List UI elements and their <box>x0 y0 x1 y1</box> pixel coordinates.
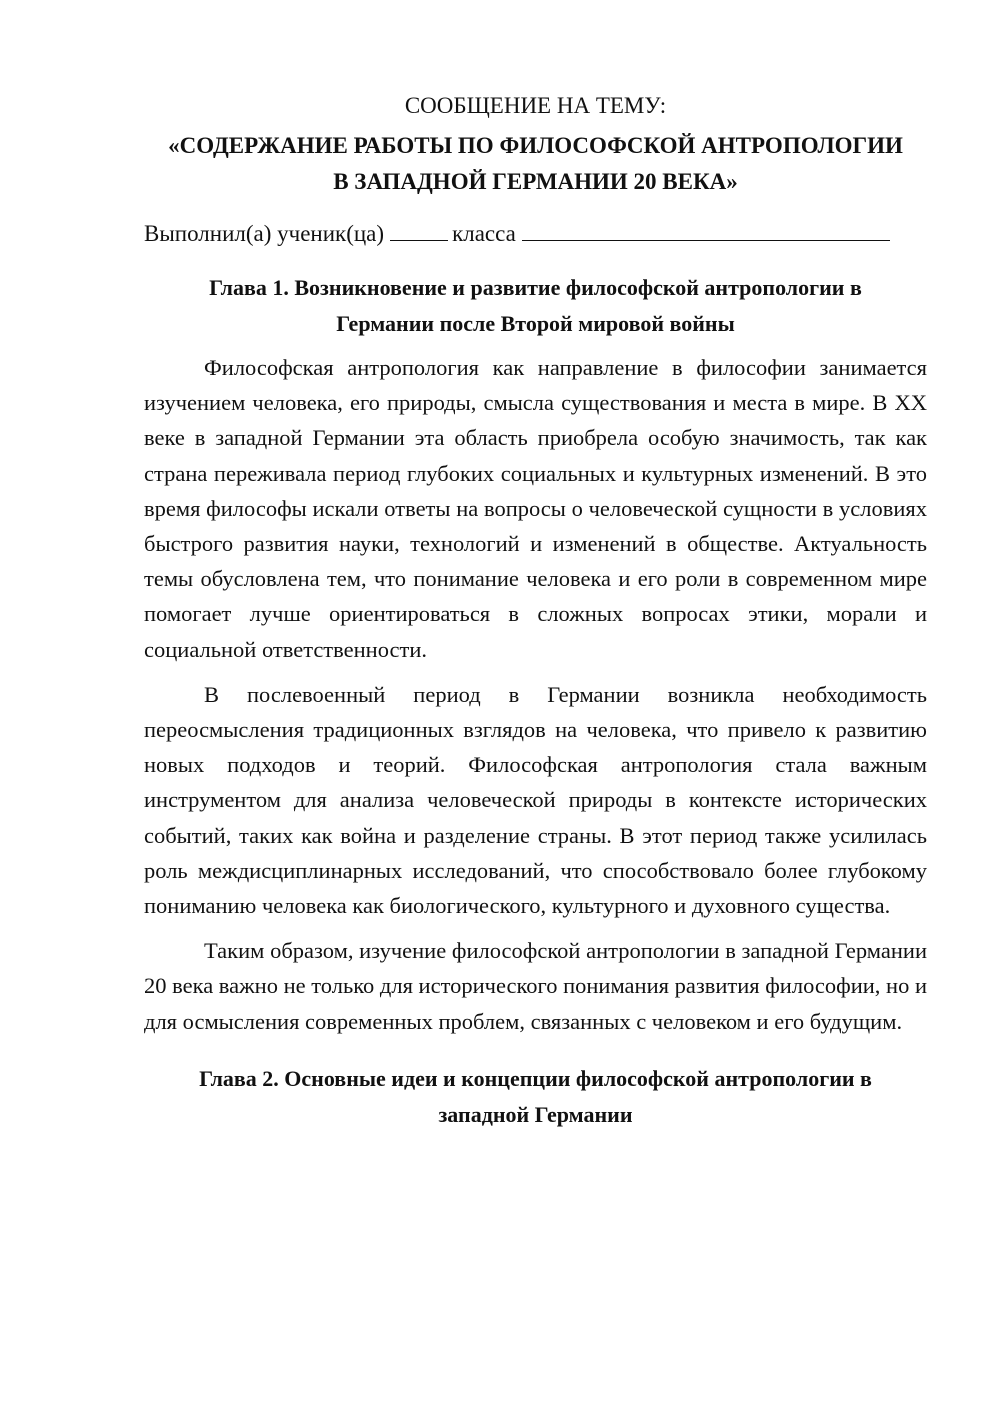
author-prefix: Выполнил(а) ученик(ца) <box>144 221 385 246</box>
paragraph-1: Философская антропология как направление в философии занимается изучением человека, его природы, смысла существования и места в мире. В XX веке в западной Германии эта область приобрела особую значимость, так как страна переживала период глубоких социальных и культурных изменений. В это время философы искали ответы на вопросы о человеческой сущности в условиях быстрого развития науки, технологий и изменений в обществе. Актуальность темы обусловлена тем, что понимание человека и его роли в современном мире помогает лучше ориентироваться в сложных вопросах этики, морали и социальной ответственности. <box>144 355 927 662</box>
paragraph-2: В послевоенный период в Германии возникла необходимость переосмысления традиционных взглядов на человека, что привело к развитию новых подходов и теорий. Философская антропология стала важным инструментом для анализа человеческой природы в контексте исторических событий, таких как война и разделение страны. В этот период также усилилась роль междисциплинарных исследований, что способствовало более глубокому пониманию человека как биологического, культурного и духовного существа. <box>144 681 927 919</box>
name-blank <box>522 218 890 241</box>
author-line <box>144 216 927 252</box>
author-class-label: класса <box>452 221 516 246</box>
chapter-2-heading-line-2: западной Германии <box>438 1101 633 1127</box>
chapter-2-heading-line-1: Глава 2. Основные идеи и концепции философской антропологии в <box>199 1065 872 1091</box>
document-page <box>144 88 927 1133</box>
chapter-1-heading-line-2: Германии после Второй мировой войны <box>336 311 735 336</box>
chapter-2-heading <box>144 1061 927 1133</box>
document-title-line-2: В ЗАПАДНОЙ ГЕРМАНИИ 20 ВЕКА» <box>333 169 738 194</box>
paragraph-3: Таким образом, изучение философской антропологии в западной Германии 20 века важно не только для исторического понимания развития философии, но и для осмысления современных проблем, связанных с человеком и его будущим. <box>144 938 927 1034</box>
document-title <box>144 128 927 200</box>
document-title-line-1: «СОДЕРЖАНИЕ РАБОТЫ ПО ФИЛОСОФСКОЙ АНТРОПОЛОГИИ <box>168 133 903 158</box>
chapter-1-heading-line-1: Глава 1. Возникновение и развитие философской антропологии в <box>209 275 862 300</box>
document-header: СООБЩЕНИЕ НА ТЕМУ: <box>404 93 667 118</box>
chapter-1-heading <box>144 270 927 342</box>
class-blank <box>390 218 448 241</box>
